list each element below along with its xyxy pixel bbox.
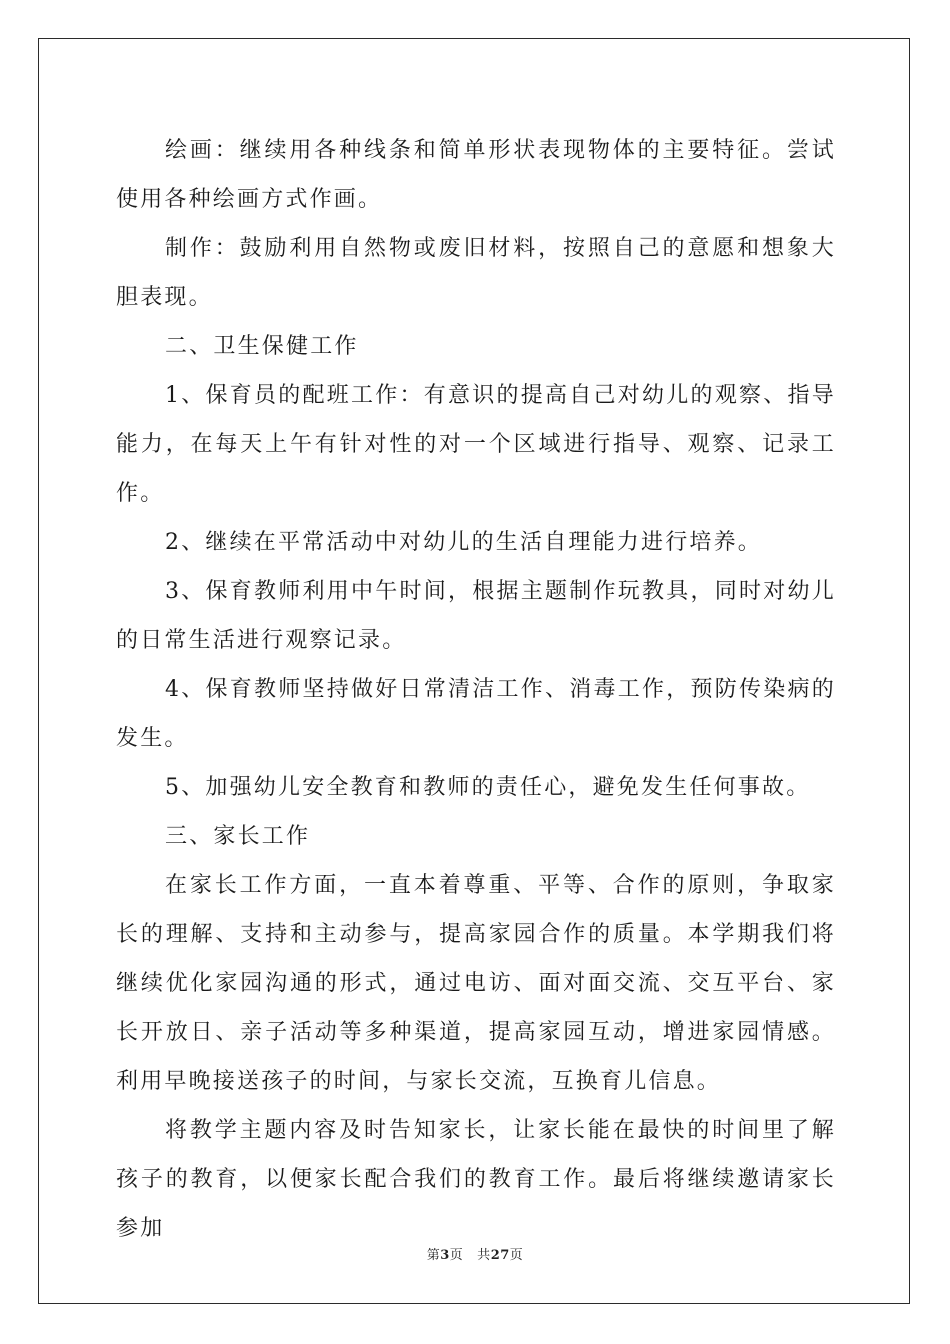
paragraph-health-4: 4、保育教师坚持做好日常清洁工作、消毒工作，预防传染病的发生。 bbox=[116, 677, 836, 751]
document-body bbox=[116, 126, 836, 1253]
section-heading-parents: 三、家长工作 bbox=[165, 824, 311, 849]
footer-total-prefix: 共 bbox=[477, 1248, 491, 1263]
paragraph-health-1: 1、保育员的配班工作：有意识的提高自己对幼儿的观察、指导能力，在每天上午有针对性的对一个区域进行指导、观察、记录工作。 bbox=[116, 383, 836, 506]
paragraph-making: 制作：鼓励利用自然物或废旧材料，按照自己的意愿和想象大胆表现。 bbox=[116, 236, 836, 310]
page-footer bbox=[0, 1246, 950, 1266]
paragraph-drawing: 绘画：继续用各种线条和简单形状表现物体的主要特征。尝试使用各种绘画方式作画。 bbox=[116, 138, 836, 212]
paragraph-parents-2: 将教学主题内容及时告知家长，让家长能在最快的时间里了解孩子的教育，以便家长配合我们的教育工作。最后将继续邀请家长参加 bbox=[116, 1118, 836, 1241]
paragraph-parents-1: 在家长工作方面，一直本着尊重、平等、合作的原则，争取家长的理解、支持和主动参与，提高家园合作的质量。本学期我们将继续优化家园沟通的形式，通过电访、面对面交流、交互平台、家长开放日、亲子活动等多种渠道，提高家园互动，增进家园情感。利用早晚接送孩子的时间，与家长交流，互换育儿信息。 bbox=[116, 873, 836, 1094]
footer-page-prefix: 第 bbox=[426, 1248, 441, 1263]
footer-total-pages: 27 bbox=[490, 1248, 510, 1263]
paragraph-health-3: 3、保育教师利用中午时间，根据主题制作玩教具，同时对幼儿的日常生活进行观察记录。 bbox=[116, 579, 836, 653]
paragraph-health-2: 2、继续在平常活动中对幼儿的生活自理能力进行培养。 bbox=[165, 530, 762, 555]
footer-total-suffix: 页 bbox=[509, 1248, 524, 1263]
paragraph-health-5: 5、加强幼儿安全教育和教师的责任心，避免发生任何事故。 bbox=[165, 775, 811, 800]
footer-page-number: 3 bbox=[440, 1248, 450, 1263]
footer-page-suffix: 页 bbox=[449, 1248, 464, 1263]
section-heading-health: 二、卫生保健工作 bbox=[165, 334, 359, 359]
